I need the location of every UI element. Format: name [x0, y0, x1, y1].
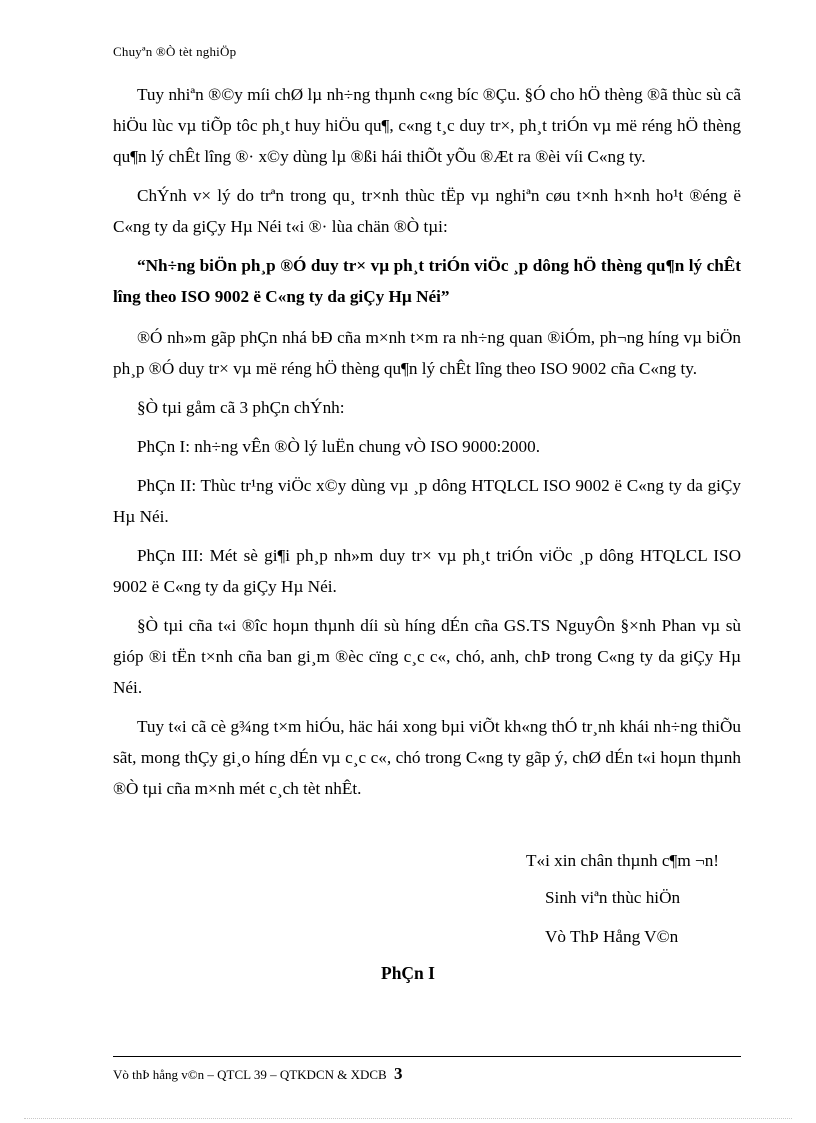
closing-name: Vò ThÞ Hång V©n	[545, 927, 679, 946]
thesis-title-text: Nh÷ng biÖn ph¸p ®Ó duy tr× vµ ph¸t triÓn viÖc ¸p dông hÖ thèng qu¶n lý chÊt lîng theo ISO 9002 ë C«ng ty da giÇy Hµ Néi	[113, 256, 741, 306]
footer-text: Vò thÞ hång v©n – QTCL 39 – QTKDCN & XDCB	[113, 1067, 387, 1082]
closing-thanks: T«i xin chân thµnh c¶m ¬n!	[526, 851, 720, 870]
quote-open: “	[137, 256, 146, 275]
page-number: 3	[393, 1064, 403, 1083]
running-header: Chuyªn ®Ò tèt nghiÖp	[113, 44, 237, 59]
paragraph-closing-note: Tuy t«i cã cè g¾ng t×m hiÓu, häc hái xong bµi viÕt kh«ng thÓ tr¸nh khái nh÷ng thiÕu sãt, mong thÇy gi¸o híng dÉn vµ c¸c c«, chó trong C«ng ty gãp ý, chØ dÉn t«i hoµn thµnh ®Ò tµi cña m×nh mét c¸ch tèt nhÊt.	[113, 717, 741, 798]
closing-role: Sinh viªn thùc hiÖn	[545, 888, 681, 907]
paragraph-structure: §Ò tµi gåm cã 3 phÇn chÝnh:	[137, 398, 345, 417]
footer-divider	[113, 1056, 741, 1057]
paragraph-intro: Tuy nhiªn ®©y míi chØ lµ nh÷ng thµnh c«ng bíc ®Çu. §Ó cho hÖ thèng ®ã thùc sù cã hiÖu lùc vµ tiÕp tôc ph¸t huy hiÖu qu¶, c«ng t¸c duy tr×, ph¸t triÓn vµ më réng hÖ thèng qu¶n lý chÊt lîng ®· x©y dùng lµ ®ßi hái thiÕt yÕu ®Æt ra ®èi víi C«ng ty.	[113, 85, 741, 166]
paragraph-part-1: PhÇn I: nh÷ng vÊn ®Ò lý luËn chung vÒ ISO 9000:2000.	[137, 437, 540, 456]
body-text	[113, 79, 741, 812]
footer	[113, 1064, 402, 1084]
paragraph-part-3: PhÇn III: Mét sè gi¶i ph¸p nh»m duy tr× vµ ph¸t triÓn viÖc ¸p dông HTQLCL ISO 9002 ë C«ng ty da giÇy Hµ Néi.	[113, 546, 741, 596]
section-heading: PhÇn I	[381, 963, 435, 983]
page-edge-divider	[24, 1118, 792, 1119]
paragraph-acknowledgement: §Ò tµi cña t«i ®îc hoµn thµnh díi sù híng dÉn cña GS.TS NguyÔn §×nh Phan vµ sù gióp ®i tËn t×nh cña ban gi¸m ®èc cïng c¸c c«, chó, anh, chÞ trong C«ng ty da giÇy Hµ Néi.	[113, 616, 741, 697]
thesis-title	[113, 250, 741, 312]
paragraph-purpose: ®Ó nh»m gãp phÇn nhá bÐ cña m×nh t×m ra nh÷ng quan ®iÓm, ph¬ng híng vµ biÖn ph¸p ®Ó duy tr× vµ më réng hÖ thèng qu¶n lý chÊt lîng theo ISO 9002 cña C«ng ty.	[113, 328, 741, 378]
quote-close: ”	[440, 287, 450, 306]
paragraph-part-2: PhÇn II: Thùc tr¹ng viÖc x©y dùng vµ ¸p dông HTQLCL ISO 9002 ë C«ng ty da giÇy Hµ Néi.	[113, 476, 741, 526]
paragraph-reason: ChÝnh v× lý do trªn trong qu¸ tr×nh thùc tËp vµ nghiªn cøu t×nh h×nh ho¹t ®éng ë C«ng ty da giÇy Hµ Néi t«i ®· lùa chän ®Ò tµi:	[113, 186, 741, 236]
